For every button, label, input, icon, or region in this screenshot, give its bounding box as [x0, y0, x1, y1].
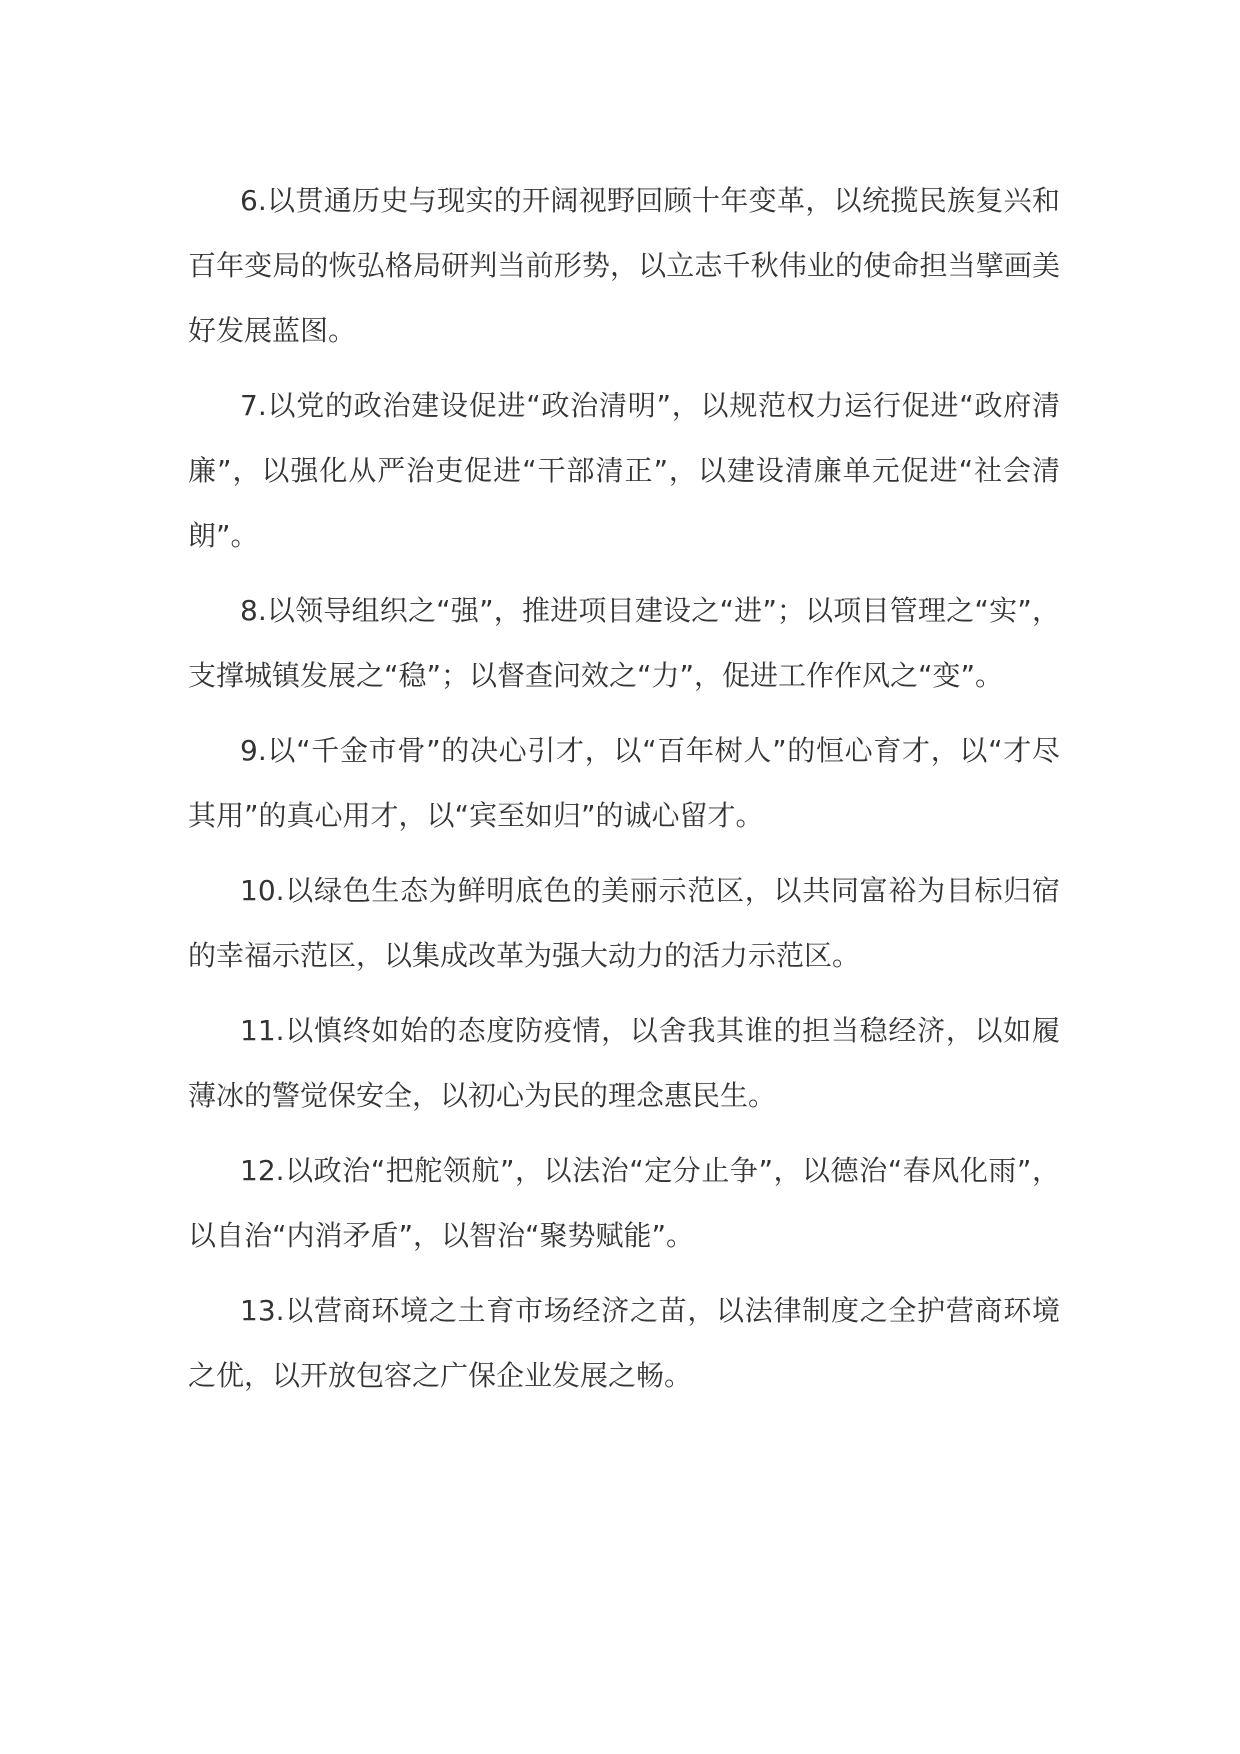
paragraph-8: 8.以领导组织之“强”，推进项目建设之“进”；以项目管理之“实”，支撑城镇发展之“稳”；以督查问效之“力”，促进工作作风之“变”。: [188, 594, 1060, 692]
paragraph-12: 12.以政治“把舵领航”，以法治“定分止争”，以德治“春风化雨”，以自治“内消矛盾”，以智治“聚势赋能”。: [188, 1154, 1060, 1252]
paragraph-6: 6.以贯通历史与现实的开阔视野回顾十年变革，以统揽民族复兴和百年变局的恢弘格局研判当前形势，以立志千秋伟业的使命担当擘画美好发展蓝图。: [188, 184, 1060, 347]
paragraph-13: 13.以营商环境之土育市场经济之苗，以法律制度之全护营商环境之优，以开放包容之广保企业发展之畅。: [188, 1294, 1060, 1392]
paragraph-7: 7.以党的政治建设促进“政治清明”，以规范权力运行促进“政府清廉”，以强化从严治吏促进“干部清正”，以建设清廉单元促进“社会清朗”。: [188, 389, 1060, 552]
paragraph-10: 10.以绿色生态为鲜明底色的美丽示范区，以共同富裕为目标归宿的幸福示范区，以集成改革为强大动力的活力示范区。: [188, 874, 1060, 972]
paragraph-9: 9.以“千金市骨”的决心引才，以“百年树人”的恒心育才，以“才尽其用”的真心用才，以“宾至如归”的诚心留才。: [188, 734, 1060, 832]
document-body: [188, 168, 1060, 1418]
paragraph-11: 11.以慎终如始的态度防疫情，以舍我其谁的担当稳经济，以如履薄冰的警觉保安全，以初心为民的理念惠民生。: [188, 1014, 1060, 1112]
